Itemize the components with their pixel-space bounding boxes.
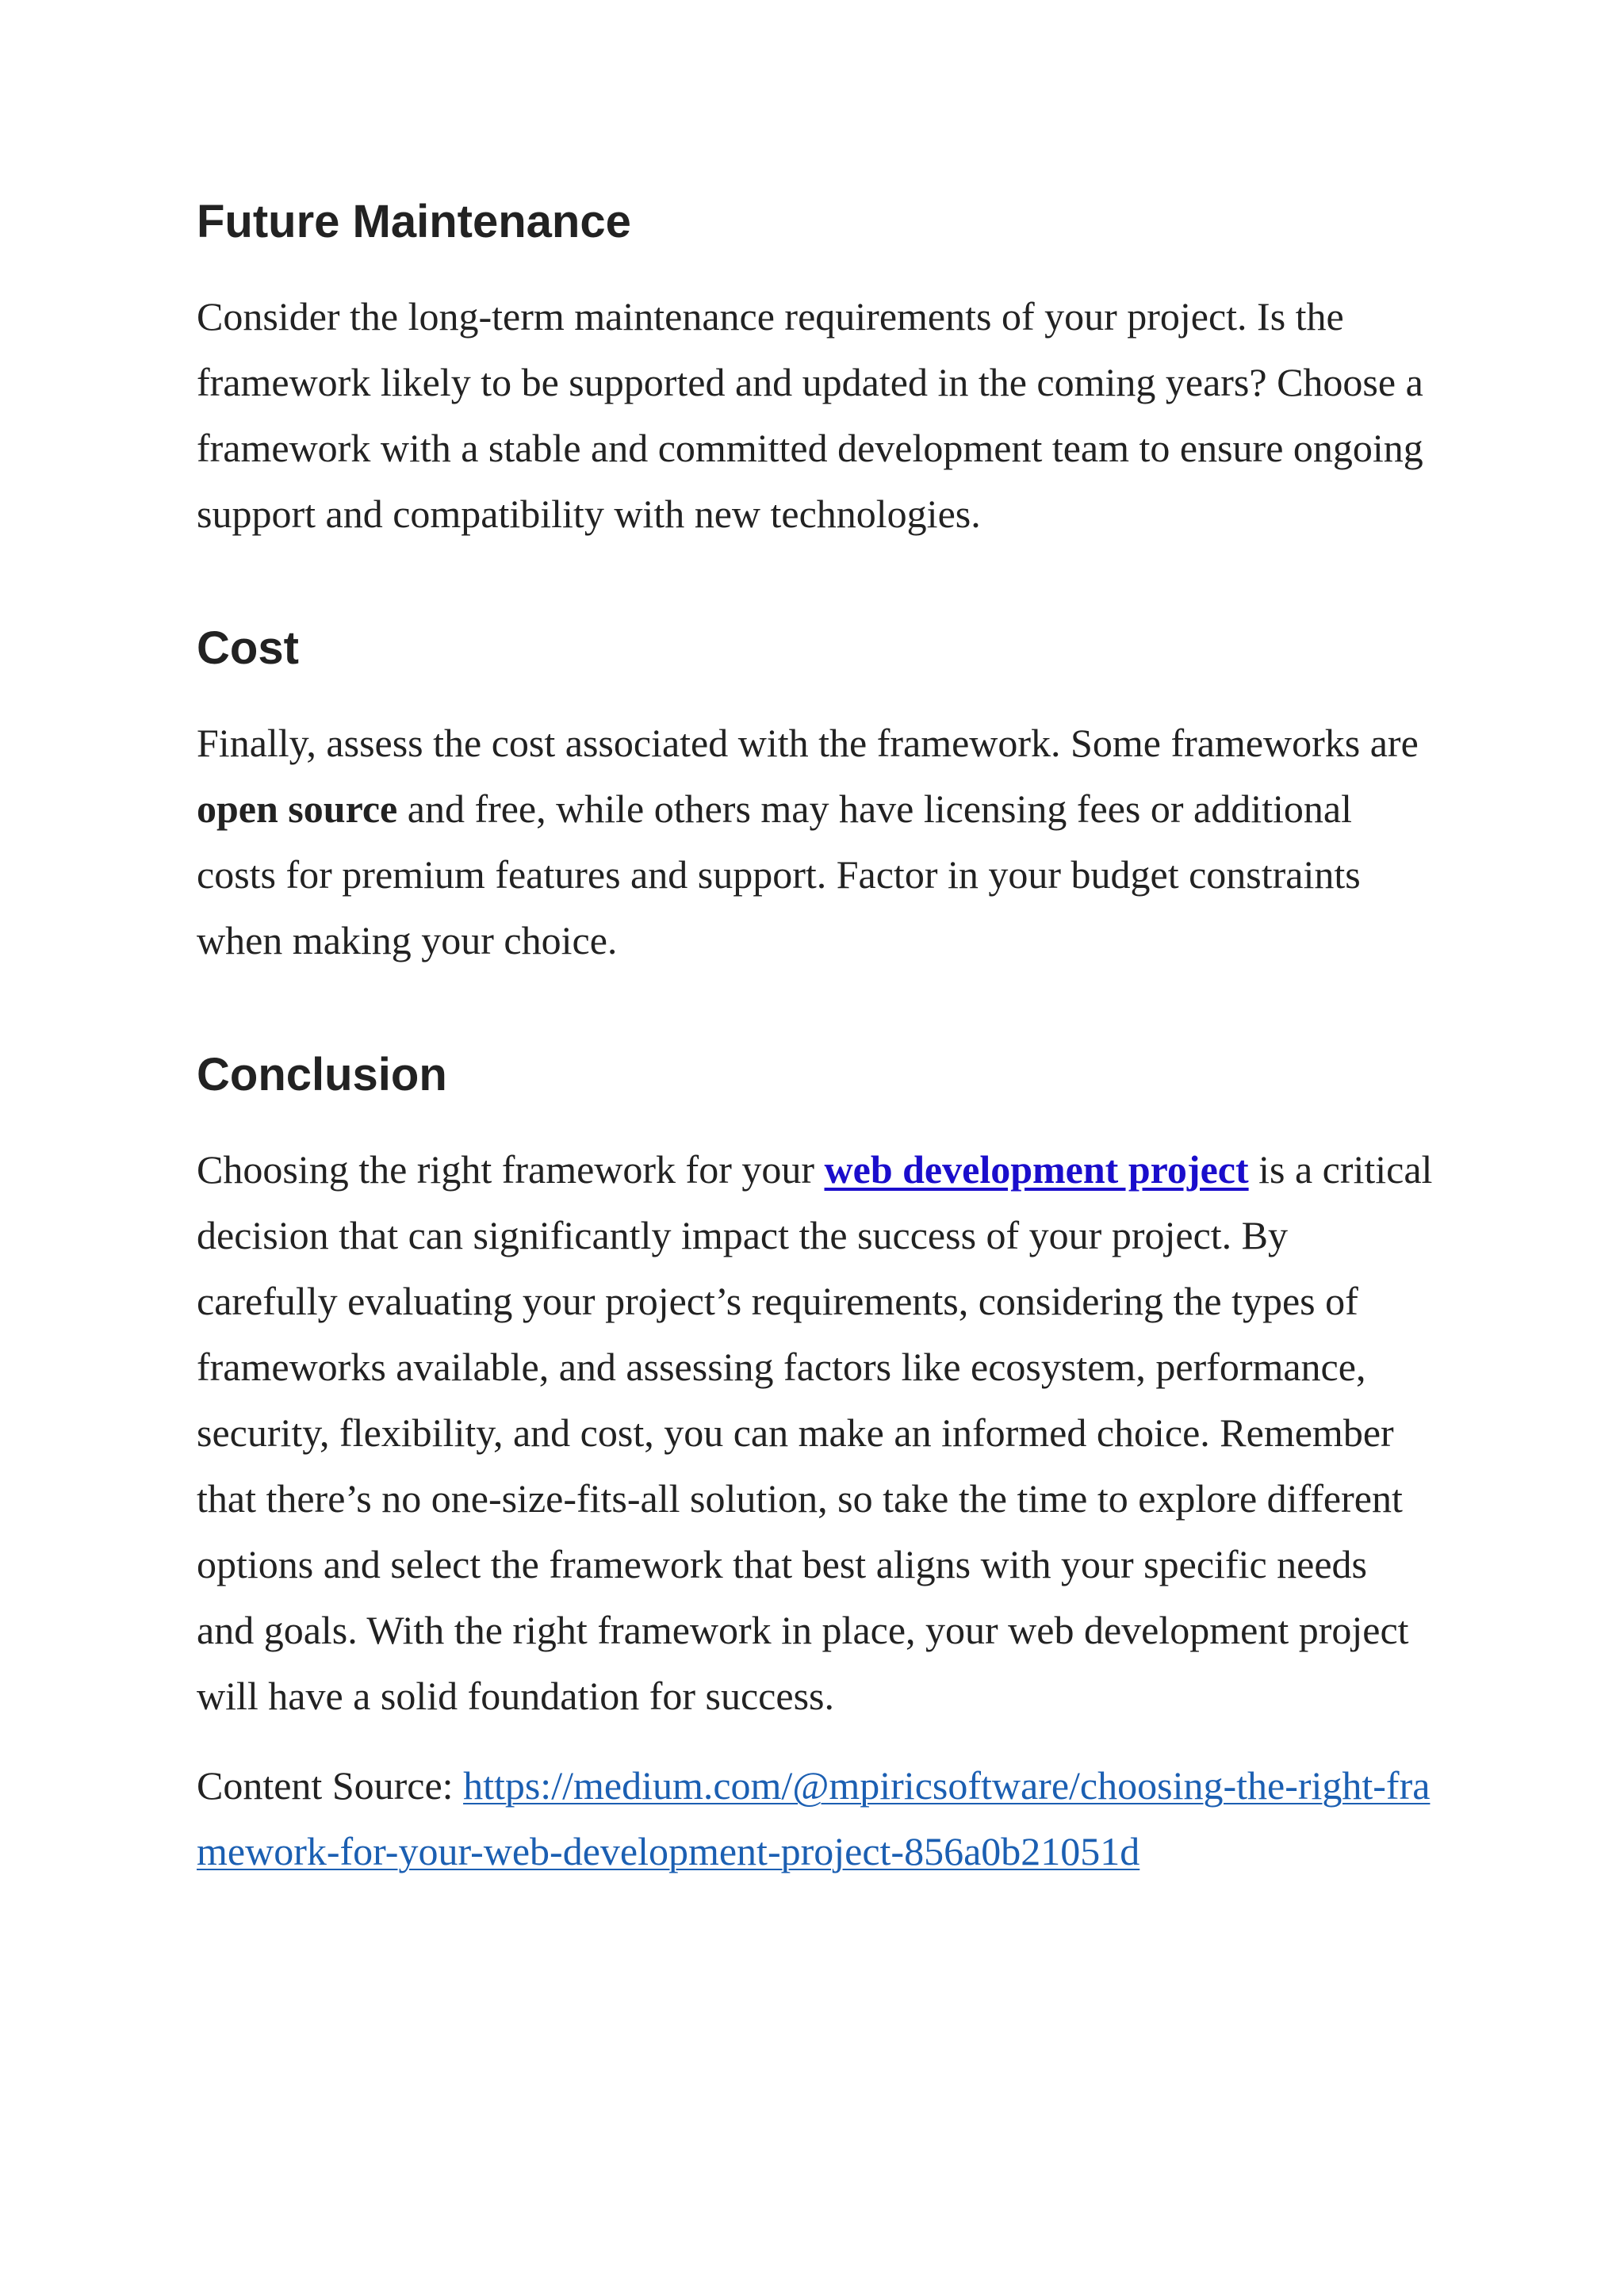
web-development-project-link[interactable]: web development project [824,1147,1249,1192]
paragraph-future-maintenance: Consider the long-term maintenance requirements of your project. Is the framework likely to be supported and updated in the coming years? Choose a framework with a stable and committed development team to ensure ongoing support and compatibility with new technologies. [197,294,1423,536]
content-source [197,1753,1434,1885]
open-source-emphasis: open source [197,786,398,831]
heading-cost: Cost [197,622,299,674]
cost-text-start: Finally, assess the cost associated with the framework. Some frameworks are [197,721,1419,765]
cost-text-end: and free, while others may have licensing fees or additional costs for premium features and support. Factor in your budget constraints when making your choice. [197,786,1361,962]
heading-conclusion: Conclusion [197,1049,447,1100]
conclusion-text-end: is a critical decision that can significantly impact the success of your project. By carefully evaluating your project’s requirements, considering the types of frameworks available, and assessing factors like ecosystem, performance, security, flexibility, and cost, you can make an informed choice. Remember that there’s no one-size-fits-all solution, so take the time to explore different options and select the framework that best aligns with your specific needs and goals. With the right framework in place, your web development project will have a solid foundation for success. [197,1147,1433,1718]
content-source-link[interactable]: https://medium.com/@mpiricsoftware/choosing-the-right-framework-for-your-web-development-project-856a0b21051d [197,1763,1431,1873]
heading-future-maintenance: Future Maintenance [197,196,631,247]
conclusion-text-start: Choosing the right framework for your [197,1147,825,1192]
content-source-label: Content Source: [197,1763,464,1808]
article-content [197,190,1434,1885]
paragraph-conclusion [197,1137,1434,1729]
paragraph-cost [197,710,1434,974]
